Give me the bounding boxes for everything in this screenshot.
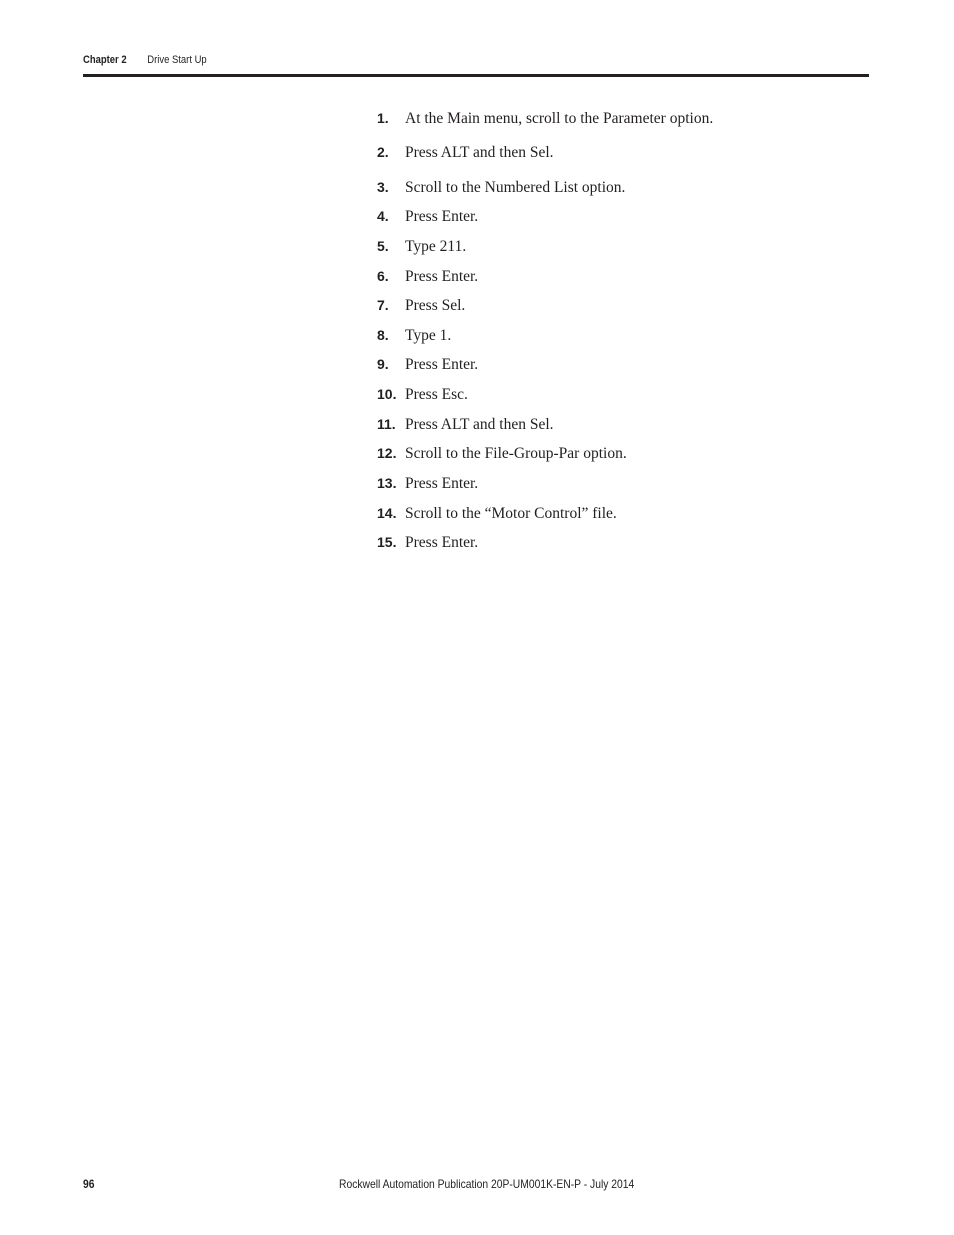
step-number: 5. [377, 238, 389, 254]
chapter-label: Chapter 2 [83, 54, 127, 66]
step-number: 8. [377, 327, 389, 343]
step-number: 1. [377, 110, 389, 126]
step-item [377, 107, 713, 129]
publication-footer: Rockwell Automation Publication 20P-UM001K-EN-P - July 2014 [339, 1177, 635, 1191]
page-number: 96 [83, 1177, 95, 1191]
step-text: Scroll to the Numbered List option. [405, 179, 626, 196]
step-text: Press Esc. [405, 386, 468, 403]
step-text: Press ALT and then Sel. [405, 416, 554, 433]
step-text: Press Sel. [405, 297, 466, 314]
running-header [83, 53, 207, 67]
step-number: 2. [377, 144, 389, 160]
step-number: 11. [377, 416, 396, 432]
step-number: 14. [377, 505, 397, 521]
step-item [377, 235, 466, 257]
step-number: 6. [377, 268, 389, 284]
step-item [377, 502, 617, 524]
step-item [377, 383, 468, 405]
step-item [377, 472, 478, 494]
section-title: Drive Start Up [147, 54, 207, 66]
step-text: At the Main menu, scroll to the Parameter option. [405, 110, 714, 127]
step-text: Press Enter. [405, 475, 479, 492]
step-text: Press Enter. [405, 534, 479, 551]
step-item [377, 294, 465, 316]
step-item [377, 353, 478, 375]
step-text: Press Enter. [405, 356, 479, 373]
step-text: Scroll to the “Motor Control” file. [405, 505, 617, 522]
step-item [377, 176, 625, 198]
step-number: 4. [377, 208, 389, 224]
step-item [377, 531, 478, 553]
step-item [377, 141, 554, 163]
step-item [377, 442, 627, 464]
step-item [377, 413, 554, 435]
header-rule [83, 74, 869, 77]
step-item [377, 324, 451, 346]
step-text: Type 211. [405, 238, 467, 255]
step-number: 9. [377, 356, 389, 372]
step-text: Press ALT and then Sel. [405, 144, 554, 161]
step-text: Type 1. [405, 327, 452, 344]
step-number: 13. [377, 475, 397, 491]
step-number: 3. [377, 179, 389, 195]
step-text: Scroll to the File-Group-Par option. [405, 445, 627, 462]
step-number: 15. [377, 534, 397, 550]
step-number: 10. [377, 386, 397, 402]
step-text: Press Enter. [405, 208, 479, 225]
step-text: Press Enter. [405, 268, 479, 285]
step-number: 7. [377, 297, 389, 313]
step-number: 12. [377, 445, 397, 461]
step-item [377, 205, 478, 227]
step-item [377, 265, 478, 287]
